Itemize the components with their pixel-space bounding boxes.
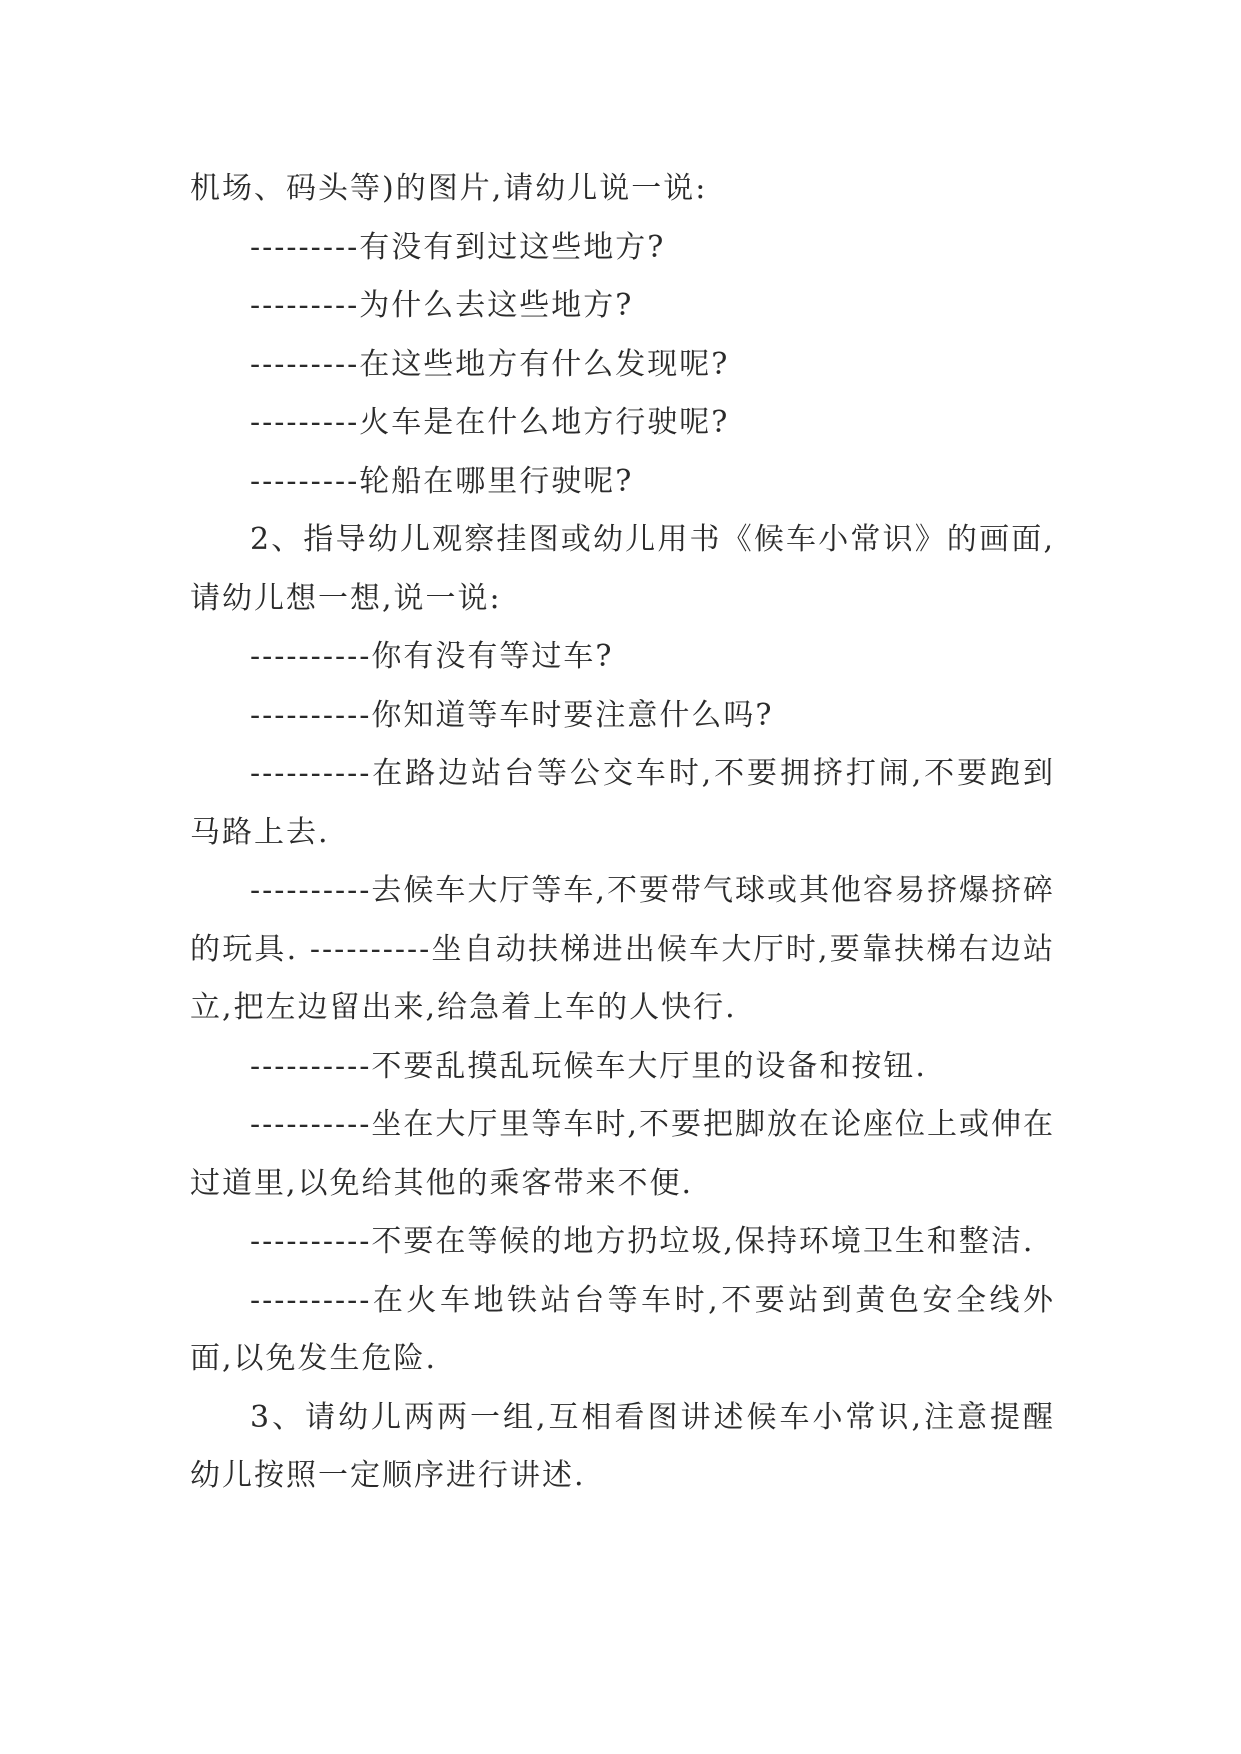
paragraph-step-2: 2、指导幼儿观察挂图或幼儿用书《候车小常识》的画面,请幼儿想一想,说一说: (190, 522, 1055, 616)
paragraph-continuation: 机场、码头等)的图片,请幼儿说一说: (190, 171, 708, 206)
paragraph-tip: ----------在火车地铁站台等车时,不要站到黄色安全线外面,以免发生危险. (190, 1282, 1055, 1376)
paragraph-tip: ----------不要在等候的地方扔垃圾,保持环境卫生和整洁. (250, 1224, 1035, 1259)
paragraph-question: ----------你有没有等过车? (250, 639, 614, 674)
paragraph-step-3: 3、请幼儿两两一组,互相看图讲述候车小常识,注意提醒幼儿按照一定顺序进行讲述. (190, 1399, 1055, 1493)
paragraph-question: ----------你知道等车时要注意什么吗? (250, 697, 774, 733)
paragraph-question: ---------轮船在哪里行驶呢? (250, 463, 634, 499)
document-body (190, 160, 1055, 1506)
paragraph-question: ---------火车是在什么地方行驶呢? (250, 405, 730, 440)
paragraph-tip: ----------在路边站台等公交车时,不要拥挤打闹,不要跑到马路上去. (190, 756, 1055, 850)
paragraph-tip: ----------去候车大厅等车,不要带气球或其他容易挤爆挤碎的玩具. ----------坐自动扶梯进出候车大厅时,要靠扶梯右边站立,把左边留出来,给急着上车的人快行. (190, 873, 1055, 1025)
paragraph-tip: ----------不要乱摸乱玩候车大厅里的设备和按钮. (250, 1048, 927, 1084)
paragraph-question: ---------为什么去这些地方? (250, 288, 634, 323)
paragraph-question: ---------有没有到过这些地方? (250, 229, 666, 265)
paragraph-question: ---------在这些地方有什么发现呢? (250, 346, 730, 382)
paragraph-tip: ----------坐在大厅里等车时,不要把脚放在论座位上或伸在过道里,以免给其他的乘客带来不便. (190, 1107, 1055, 1201)
